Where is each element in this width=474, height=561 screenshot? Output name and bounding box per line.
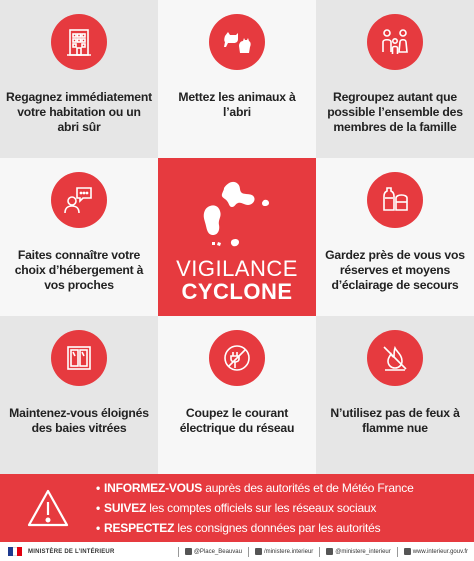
vigilance-cyclone-panel bbox=[158, 158, 316, 316]
tile-animals bbox=[158, 0, 316, 158]
guadeloupe-map bbox=[180, 170, 294, 262]
supplies-icon bbox=[367, 172, 423, 228]
family-icon bbox=[367, 14, 423, 70]
advice-item: • RESPECTEZ les consignes données par les autorités bbox=[96, 521, 381, 535]
tile-text: Coupez le courant électrique du réseau bbox=[179, 406, 295, 435]
window-icon bbox=[51, 330, 107, 386]
tile-shelter bbox=[0, 0, 158, 158]
advice-item: • INFORMEZ-VOUS auprès des autorités et de Météo France bbox=[96, 481, 414, 495]
facebook-link[interactable]: /ministere.interieur bbox=[255, 548, 313, 555]
website-link[interactable]: www.interieur.gouv.fr bbox=[404, 548, 468, 555]
footer bbox=[0, 542, 474, 561]
advice-text: auprès des autorités et de Météo France bbox=[202, 481, 414, 495]
no-fire-icon bbox=[367, 330, 423, 386]
tile-supplies bbox=[316, 158, 474, 316]
building-icon bbox=[51, 14, 107, 70]
tile-fire bbox=[316, 316, 474, 474]
ministry-name: MINISTÈRE DE L’INTÉRIEUR bbox=[28, 548, 115, 555]
advice-band bbox=[0, 474, 474, 542]
tile-text: Mettez les animaux à l’abri bbox=[178, 90, 296, 119]
twitter-icon bbox=[185, 548, 192, 555]
twitter-link[interactable]: @Place_Beauvau bbox=[185, 548, 242, 555]
tile-text: Regagnez immédiatement votre habitation ou un abri sûr bbox=[6, 90, 152, 134]
cyclone-label: CYCLONE bbox=[181, 279, 293, 304]
globe-icon bbox=[404, 548, 411, 555]
tile-text: N’utilisez pas de feux à flamme nue bbox=[330, 406, 460, 435]
advice-keyword: SUIVEZ bbox=[104, 501, 147, 515]
tile-family bbox=[316, 0, 474, 158]
warning-icon bbox=[0, 474, 96, 542]
tile-power bbox=[158, 316, 316, 474]
advice-text: les consignes données par les autorités bbox=[174, 521, 381, 535]
advice-keyword: RESPECTEZ bbox=[104, 521, 175, 535]
instagram-link[interactable]: @ministere_interieur bbox=[326, 548, 390, 555]
tile-text: Gardez près de vous vos réserves et moyens d’éclairage de secours bbox=[325, 248, 465, 292]
tile-text: Regroupez autant que possible l’ensemble des membres de la famille bbox=[327, 90, 463, 134]
social-links bbox=[178, 547, 468, 557]
unplug-icon bbox=[209, 330, 265, 386]
tile-text: Maintenez-vous éloignés des baies vitrées bbox=[9, 406, 149, 435]
tile-windows bbox=[0, 316, 158, 474]
tile-text: Faites connaître votre choix d’hébergement à vos proches bbox=[14, 248, 144, 292]
advice-keyword: INFORMEZ-VOUS bbox=[104, 481, 203, 495]
message-person-icon bbox=[51, 172, 107, 228]
republic-logo bbox=[8, 547, 22, 556]
pets-icon bbox=[209, 14, 265, 70]
vigilance-label: VIGILANCE bbox=[176, 256, 298, 281]
facebook-icon bbox=[255, 548, 262, 555]
tile-inform bbox=[0, 158, 158, 316]
instagram-icon bbox=[326, 548, 333, 555]
advice-text: les comptes officiels sur les réseaux sociaux bbox=[146, 501, 377, 515]
advice-list bbox=[96, 478, 414, 538]
advice-item: • SUIVEZ les comptes officiels sur les réseaux sociaux bbox=[96, 501, 377, 515]
